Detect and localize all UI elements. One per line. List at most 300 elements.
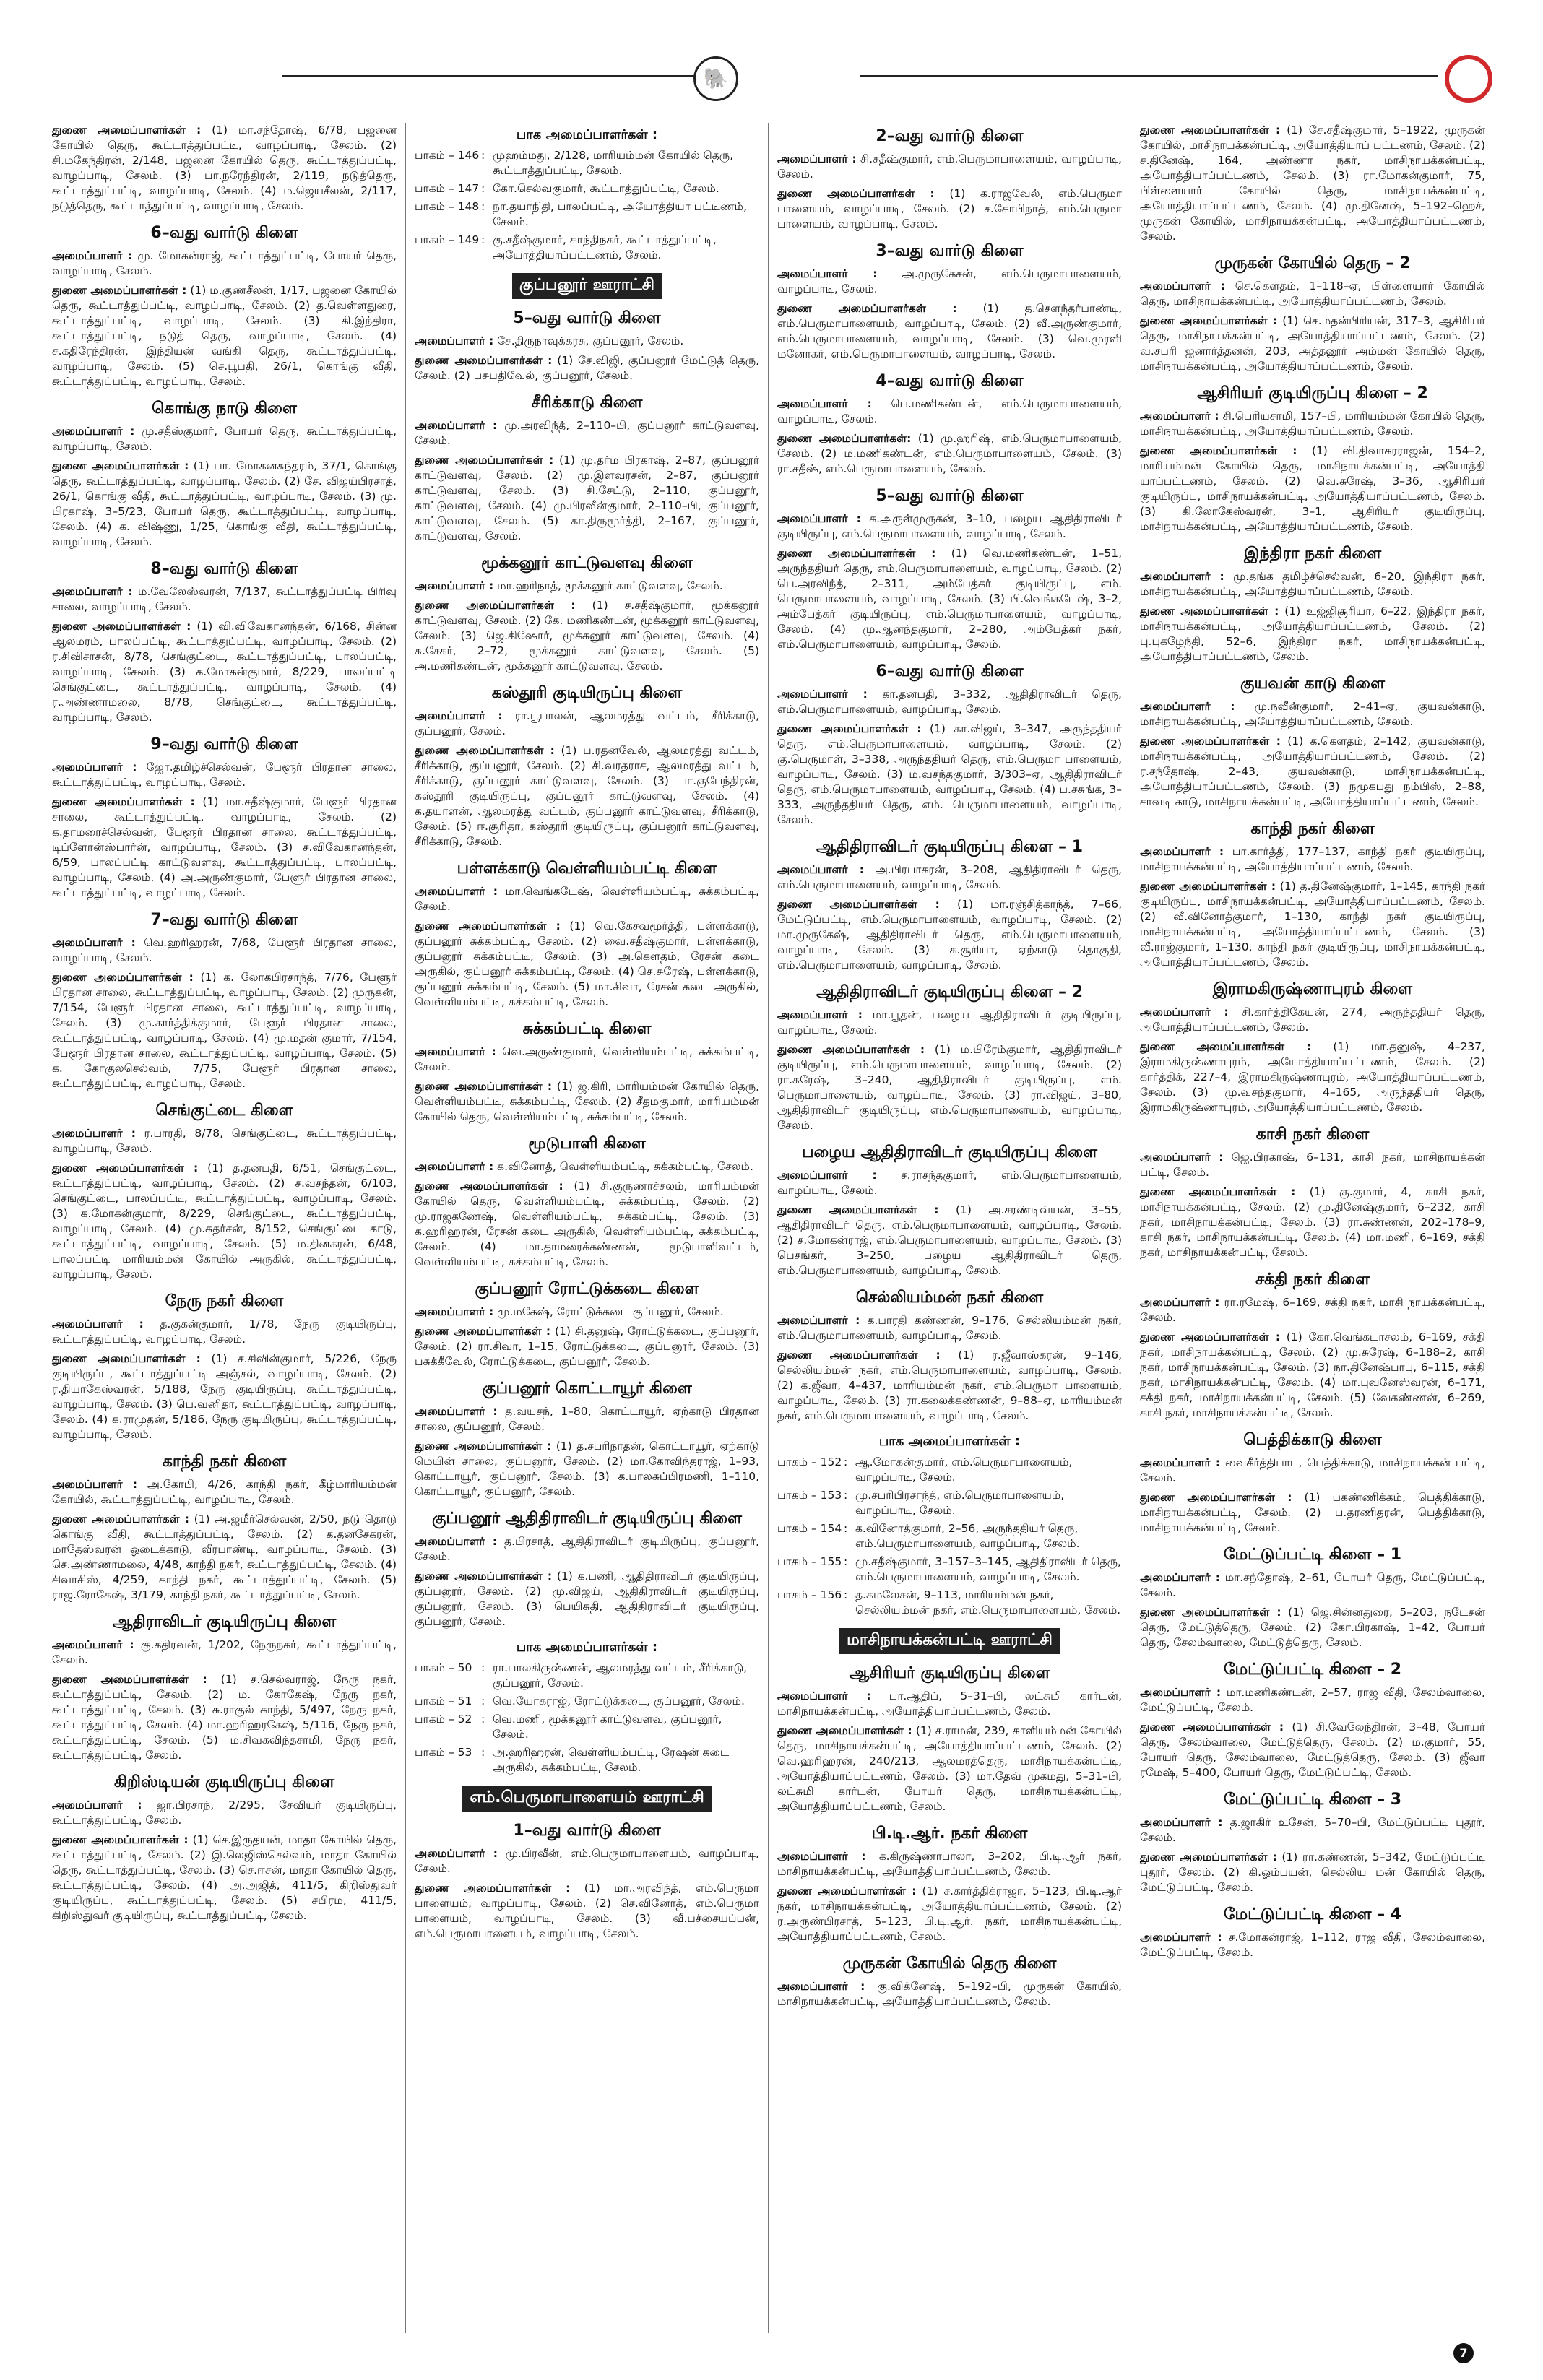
booth-organiser: க.வினோத்குமார், 2–56, அருந்ததியர் தெரு, எம்.பெருமாபாளையம், வாழப்பாடி, சேலம். — [855, 1522, 1080, 1550]
role-label: அமைப்பாளர் : — [52, 1478, 137, 1491]
branch-section — [415, 394, 759, 544]
member-entry — [777, 1884, 1122, 1944]
booth-list — [415, 148, 759, 263]
member-entry — [415, 1569, 759, 1630]
member-entry — [415, 1044, 759, 1075]
member-entry — [415, 919, 759, 1010]
branch-section — [1140, 1271, 1485, 1421]
role-label: துணை அமைப்பாளர்கள் : — [1140, 1606, 1281, 1619]
member-entry — [52, 1477, 397, 1507]
member-entry — [777, 1313, 1122, 1343]
role-label: துணை அமைப்பாளர்கள் : — [1140, 1185, 1296, 1198]
member-details: (1) ர.ஜீவாஸ்கரன், 9–146, செல்லியம்மன் நகர், எம்.பெருமாபாளையம், வாழப்பாடி, சேலம். (2) க.ஜீவா, 4–437, மாரியம்மன் நகர், எம்.பெருமா பாளையம், வாழப்பாடி, சேலம். (3) ரா.கலைக்கண்ணன், 9–88–ஏ, மாரியம்மன் நகர், எம்.பெருமாபாளையம், வாழப்பாடி, சேலம். — [777, 1349, 1122, 1422]
member-details: சி.கார்த்திகேயன், 274, அருந்ததியர் தெரு, அயோத்தியாப்பட்டணம், சேலம். — [1140, 1005, 1485, 1034]
role-label: அமைப்பாளர் : — [777, 512, 861, 525]
member-details: ஜா.பிரசாந், 2/295, சேவியர் குடியிருப்பு, கூட்டாத்துப்பட்டி, சேலம். — [52, 1799, 397, 1827]
member-entry — [777, 546, 1122, 652]
member-details: (1) வி.திவாகரராஜன், 154–2, மாரியம்மன் கோயில் தெரு, மாசிநாயக்கன்பட்டி, அயோத்தி யாப்பட்டணம், சேலம். (2) வெ.சுரேஷ், 3–36, ஆசிரியர் குடியிருப்பு, மாசிநாயக்கன்பட்டி, அயோத்தியாப்பட்டணம், சேலம். (3) கி.லோகேஸ்வரன், 3–1, ஆசிரியர் குடியிருப்பு, மாசிநாயக்கன்பட்டி, அயோத்தியாப்பட்டணம், சேலம். — [1140, 444, 1485, 533]
branch-title: குப்பனூர் கொட்டாயூர் கிளை — [482, 1380, 692, 1398]
role-label: துணை அமைப்பாளர்கள் : — [777, 722, 922, 735]
role-label: துணை அமைப்பாளர்கள் : — [415, 1080, 553, 1093]
branch-section — [52, 224, 397, 389]
column-1 — [43, 123, 406, 2333]
role-label: துணை அமைப்பாளர்கள் : — [52, 284, 187, 297]
branch-section — [1140, 1546, 1485, 1650]
branch-title: இந்திரா நகர் கிளை — [1243, 545, 1382, 563]
branch-section — [415, 860, 759, 1010]
branch-section — [415, 1280, 759, 1369]
booth-organiser: த.கமலேசன், 9–113, மாரியம்மன் நகர், செல்லியம்மன் நகர், எம்.பெருமாபாளையம், சேலம். — [855, 1588, 1121, 1617]
booth-organiser: மு.சதீஷ்குமார், 3–157–3–145, ஆதிதிராவிடர் தெரு, எம்.பெருமாபாளையம், வாழப்பாடி, சேலம். — [855, 1555, 1121, 1583]
branch-section — [52, 1613, 397, 1763]
member-entry — [415, 1881, 759, 1942]
booth-list — [415, 1661, 759, 1775]
member-entry — [1140, 1605, 1485, 1650]
role-label: அமைப்பாளர் : — [1140, 1571, 1220, 1584]
party-emblem-icon: 🐘 — [693, 56, 738, 101]
member-details: பா.ஆதிப், 5–31–பி, லட்சுமி கார்டன், மாசிநாயக்கன்பட்டி, அயோத்தியாப்பட்டணம், சேலம். — [777, 1689, 1122, 1718]
branch-section — [415, 1640, 759, 1775]
booth-row — [415, 199, 759, 230]
booth-row — [777, 1554, 1122, 1585]
branch-title: முருகன் கோயில் தெரு கிளை — [842, 1955, 1057, 1973]
member-entry — [52, 795, 397, 901]
member-entry — [777, 1723, 1122, 1814]
booth-number: பாகம் – 154 — [777, 1522, 842, 1535]
booth-number: பாகம் – 147 — [415, 182, 480, 195]
booth-separator: : — [481, 182, 485, 195]
member-details: (1) சி.தனுஷ், ரோட்டுக்கடை, குப்பனூர், சேலம். (2) ரா.சிவா, 1–15, ரோட்டுக்கடை, குப்பனூர், சேலம். (3) பசுக்கீவேல், ரோட்டுக்கடை, குப்பனூர், சேலம். — [415, 1325, 759, 1368]
branch-title: பழைய ஆதிதிராவிடர் குடியிருப்பு கிளை — [802, 1143, 1097, 1161]
member-entry — [52, 283, 397, 389]
branch-title: ஆசிரியர் குடியிருப்பு கிளை — [849, 1664, 1050, 1682]
booth-organisers-title: பாக அமைப்பாளர்கள் : — [516, 1640, 658, 1655]
member-entry — [1140, 1039, 1485, 1115]
member-details: பெ.மணிகண்டன், எம்.பெருமாபாளையம், வாழப்பாடி, சேலம். — [777, 397, 1122, 425]
member-details: மு.பிரவீன், எம்.பெருமாபாளையம், வாழப்பாடி, சேலம். — [415, 1847, 759, 1875]
member-details: மா.சந்தோஷ், 2–61, போயர் தெரு, மேட்டுப்பட்டி, சேலம். — [1140, 1571, 1486, 1599]
branch-title: செங்குட்டை கிளை — [155, 1102, 293, 1120]
member-entry — [1140, 279, 1485, 309]
booth-separator: : — [481, 1713, 485, 1726]
booth-organiser: வெ.மணி, மூக்கனூர் காட்டுவளவு, குப்பனூர், சேலம். — [493, 1713, 722, 1741]
member-entry — [415, 353, 759, 384]
branch-title: ஆதிதிராவிடர் குடியிருப்பு கிளை – 1 — [816, 838, 1084, 856]
branch-title: பெத்திக்காடு கிளை — [1243, 1431, 1382, 1449]
booth-organiser: கோ.செல்வகுமார், கூட்டாத்துப்பட்டி, சேலம். — [493, 182, 719, 195]
member-entry — [415, 1304, 759, 1320]
member-entry — [1140, 1720, 1485, 1780]
branch-section — [415, 1510, 759, 1630]
booth-separator: : — [844, 1489, 848, 1502]
column-4 — [1131, 123, 1494, 2333]
branch-title: ஆதிதிராவிடர் குடியிருப்பு கிளை – 2 — [816, 983, 1084, 1001]
member-details: அ.கோபி, 4/26, காந்தி நகர், கீழ்மாரியம்மன் கோயில், கூட்டாத்துப்பட்டி, வாழப்பாடி, சேலம். — [52, 1478, 397, 1506]
role-label: அமைப்பாளர் : — [415, 1160, 494, 1173]
booth-organiser: மு.சபரிபிரசாந்த், எம்.பெருமாபாளையம், வாழப்பாடி, சேலம். — [855, 1489, 1065, 1517]
page-number: 7 — [1453, 2343, 1474, 2363]
branch-title: காந்தி நகர் கிளை — [162, 1453, 287, 1471]
branch-title: குப்பனூர் ரோட்டுக்கடை கிளை — [475, 1280, 699, 1298]
member-details: (1) கா.விஜய், 3–347, அருந்ததியர் தெரு, எம்.பெருமாபாளையம், வாழப்பாடி, சேலம். (2) கு.பெருமாள், 3–338, அருந்ததியர் தெரு, எம்.பெருமா பாளையம், வாழப்பாடி, சேலம். (3) ம.வசந்தகுமார், 3/303–ஏ, ஆதிதிராவிடர் தெரு, எம்.பெருமாபாளையம், வாழப்பாடி, சேலம். (4) ப.சசுங்க, 3–333, அருந்ததியர் தெரு, எம். பெருமாபாளையம், வாழப்பாடி, சேலம். — [777, 722, 1122, 826]
member-entry — [52, 1126, 397, 1156]
branch-title: மேட்டுப்பட்டி கிளை – 1 — [1223, 1546, 1402, 1564]
member-details: (1) கு.குமார், 4, காசி நகர், மாசிநாயக்கன்பட்டி, சேலம். (2) மு.தினேஷ்குமார், 6–232, காசி நகர், மாசிநாயக்கன்பட்டி, சேலம். (3) ரா.சுண்ணன், 202–178–9, காசி நகர், மாசிநாயக்கன்பட்டி, சேலம். (4) மா.மணி, 6–169, சக்தி நகர், மாசிநாயக்கன்பட்டி, சேலம். — [1140, 1185, 1485, 1259]
branch-title: 6–வது வார்டு கிளை — [876, 662, 1024, 680]
role-label: துணை அமைப்பாளர்கள் : — [1140, 605, 1279, 618]
member-entry — [1140, 409, 1485, 439]
member-entry — [1140, 1570, 1485, 1601]
role-label: துணை அமைப்பாளர்கள் : — [52, 459, 189, 472]
booth-separator: : — [481, 233, 485, 246]
member-details: (1) க.பணி, ஆதிதிராவிடர் குடியிருப்பு, குப்பனூர், சேலம். (2) மு.விஜய், ஆதிதிராவிடர் குடியிருப்பு, குப்பனூர், சேலம். (3) பெயிசுதி, ஆதிதிராவிடர் குடியிருப்பு, குப்பனூர், சேலம். — [415, 1570, 759, 1628]
booth-row — [415, 1661, 759, 1691]
role-label: துணை அமைப்பாளர்கள் : — [1140, 314, 1278, 327]
branch-section — [415, 309, 759, 384]
branch-section — [777, 1289, 1122, 1424]
member-entry — [1140, 1685, 1485, 1715]
member-details: (1) த.சபரிநாதன், கொட்டாயூர், ஏற்காடு மெயின் சாலை, குப்பனூர், சேலம். (2) மா.கோவிந்தராஜ், 1–93, கொட்டாயூர், குப்பனூர், சேலம். (3) க.பாலசுப்பிரமணி, 1–110, கொட்டாயூர், குப்பனூர், சேலம். — [415, 1440, 760, 1498]
member-entry — [415, 1846, 759, 1877]
branch-section — [52, 399, 397, 550]
role-label: துணை அமைப்பாளர்கள் : — [52, 1673, 207, 1686]
member-details: (1) க. லோகபிரசாந்த், 7/76, பேளூர் பிரதான சாலை, கூட்டாத்துப்பட்டி, வாழப்பாடி, சேலம். (2) முருகன், 7/154, பேளூர் பிரதான சாலை, கூட்டாத்துப்பட்டி, வாழப்பாடி, சேலம். (3) மு.கார்த்திக்குமார், பேளூர் பிரதான சாலை, கூட்டாத்துப்பட்டி, வாழப்பாடி, சேலம். (4) மு.மதன் குமார், 7/154, பேளூர் பிரதான சாலை, கூட்டாத்துப்பட்டி, வாழப்பாடி, சேலம். (5) க. கோகுலசெல்வம், 7/75, பேளூர் பிரதான சாலை, கூட்டாத்துப்பட்டி, வாழப்பாடி, சேலம். — [52, 971, 397, 1090]
member-details: ச.ராசந்தகுமார், எம்.பெருமாபாளையம், வாழப்பாடி, சேலம். — [777, 1169, 1122, 1197]
booth-number: பாகம் – 152 — [777, 1455, 842, 1468]
branch-section — [777, 1955, 1122, 2009]
role-label: அமைப்பாளர் : — [1140, 1686, 1222, 1699]
member-details: க.வினோத், வெள்ளியம்பட்டி, சுக்கம்பட்டி, சேலம். — [497, 1160, 753, 1173]
booth-organiser: ரா.பாலகிருஷ்ணன், ஆலமரத்து வட்டம், சீரிக்காடு, குப்பனூர், சேலம். — [493, 1661, 748, 1689]
role-label: அமைப்பாளர் : — [777, 1689, 871, 1702]
branch-section — [777, 838, 1122, 973]
role-label: துணை அமைப்பாளர்கள் : — [777, 1043, 925, 1056]
panchayat-heading: எம்.பெருமாபாளையம் ஊராட்சி — [462, 1786, 711, 1812]
branch-section — [415, 554, 759, 674]
member-entry — [415, 1159, 759, 1174]
role-label: துணை அமைப்பாளர்கள் : — [52, 620, 191, 633]
role-label: துணை அமைப்பாளர்கள்: — [777, 432, 912, 445]
branch-section — [777, 372, 1122, 477]
booth-separator: : — [481, 1746, 485, 1759]
booth-row — [415, 181, 759, 196]
role-label: அமைப்பாளர் : — [1140, 1151, 1224, 1164]
role-label: துணை அமைப்பாளர்கள் : — [415, 1325, 551, 1338]
member-details: (1) ஜ.கிரி, மாரியம்மன் கோயில் தெரு, வெள்ளியம்பட்டி, சுக்கம்பட்டி, சேலம். (2) சீதமகுமார், மாரியம்மன் கோயில் தெரு, வெள்ளியம்பட்டி, சுக்கம்பட்டி, சேலம். — [415, 1080, 759, 1123]
member-details: (1) ச.கார்த்திக்ராஜா, 5–123, பி.டி.ஆர் நகர், மாசிநாயக்கன்பட்டி, அயோத்தியாப்பட்டணம், சேலம். (2) ர.அருண்பிரசாத், 5–123, பி.டி.ஆர். நகர், மாசிநாயக்கன்பட்டி, அயோத்தியாப்பட்டணம், சேலம். — [777, 1884, 1122, 1943]
branch-section — [777, 1434, 1122, 1618]
role-label: துணை அமைப்பாளர்கள் : — [52, 124, 202, 137]
member-details: (1) கோ.வெங்கடாசலம், 6–169, சக்தி நகர், மாசிநாயக்கன்பட்டி, சேலம். (2) மு.சுரேஷ், 6–188–2, காசி நகர், மாசிநாயக்கன்பட்டி, சேலம். (3) நா.தினேஷ்பாபு, 6–115, சக்தி நகர், மாசிநாயக்கன்பட்டி, சேலம். (4) மா.புவனேஸ்வரன், 6–171, சக்தி நகர், மாசிநாயக்கன்பட்டி, சேலம். (5) வேகண்ணன், 6–269, காசி நகர், மாசிநாயக்கன்பட்டி, சேலம். — [1140, 1330, 1485, 1419]
member-details: (1) அ.சரண்டிவ்யன், 3–55, ஆதிதிராவிடர் தெரு, எம்.பெருமாபாளையம், வாழப்பாடி, சேலம். (2) ச.மோகன்ராஜ், எம்.பெருமாபாளையம், வாழப்பாடி, சேலம். (3) பெசங்கர், 3–250, பழைய ஆதிதிராவிடர் தெரு, எம்.பெருமாபாளையம், வாழப்பாடி, சேலம். — [777, 1203, 1122, 1277]
booth-number: பாகம் – 148 — [415, 200, 480, 213]
booth-organisers-title: பாக அமைப்பாளர்கள் : — [878, 1434, 1021, 1449]
member-details: கு.கதிரவன், 1/202, நேருநகர், கூட்டாத்துப்பட்டி, சேலம். — [52, 1638, 397, 1666]
member-details: மு.அரவிந்த், 2–110–பி, குப்பனூர் காட்டுவளவு, சேலம். — [415, 419, 759, 447]
member-entry — [415, 418, 759, 449]
branch-title: குப்பனூர் ஆதிதிராவிடர் குடியிருப்பு கிளை — [431, 1510, 743, 1528]
booth-list — [777, 1455, 1122, 1618]
member-entry — [52, 619, 397, 725]
role-label: அமைப்பாளர் : — [415, 1847, 498, 1860]
booth-number: பாகம் – 50 — [415, 1661, 472, 1674]
member-details: (1) ரா.கண்ணன், 5–342, மேட்டுப்பட்டி புதூர், சேலம். (2) கி.ஓம்பயன், செல்லிய மன் கோயில் தெரு, மேட்டுப்பட்டி, சேலம். — [1140, 1851, 1485, 1894]
member-entry — [777, 862, 1122, 893]
branch-section — [415, 684, 759, 849]
booth-row — [415, 1745, 759, 1775]
member-details: (1) மா.சதீஷ்குமார், பேளூர் பிரதான சாலை, கூட்டாத்துப்பட்டி, வாழப்பாடி, சேலம். (2) க.தாமரைச்செல்வன், பேளூர் பிரதான சாலை, கூட்டாத்துப்பட்டி, டிப்ளோன்ஸ்பார்ன், வாழப்பாடி, சேலம். (3) ச.விவேகானந்தன், 6/59, பாலப்பட்டி காட்டுவளவு, கூட்டாத்துப்பட்டி, பாலப்பட்டி, வாழப்பாடி, சேலம். (4) அ.அருண்குமார், பேளூர் பிரதான சாலை, கூட்டாத்துப்பட்டி, வாழப்பாடி, சேலம். — [52, 795, 397, 899]
role-label: துணை அமைப்பாளர்கள் : — [415, 1882, 571, 1895]
member-entry — [1140, 1295, 1485, 1325]
member-details: மா.பூதன், பழைய ஆதிதிராவிடர் குடியிருப்பு, வாழப்பாடி, சேலம். — [777, 1008, 1123, 1037]
branch-section — [52, 123, 397, 214]
branch-title: 2–வது வார்டு கிளை — [876, 127, 1024, 145]
booth-number: பாகம் – 53 — [415, 1746, 472, 1759]
branch-section — [415, 273, 759, 299]
booth-number: பாகம் – 156 — [777, 1588, 842, 1601]
header-rule-right — [860, 75, 1438, 77]
branch-title: 3–வது வார்டு கிளை — [876, 242, 1024, 260]
role-label: அமைப்பாளர் : — [415, 1535, 498, 1548]
member-details: (1) ச.செல்வராஜ், நேரு நகர், கூட்டாத்துப்பட்டி, சேலம். (2) ம. கோகேஷ், நேரு நகர், கூட்டாத்துப்பட்டி, சேலம். (3) சு.ராகுல் காந்தி, 5/497, நேரு நகர், கூட்டாத்துப்பட்டி, சேலம். (4) மா.ஹரிஹரகேஷ், 5/116, நேரு நகர், கூட்டாத்துப்பட்டி, சேலம். (5) ம.சிவகவிந்தசாமி, நேரு நகர், கூட்டாத்துப்பட்டி, சேலம். — [52, 1673, 397, 1762]
role-label: அமைப்பாளர் : — [52, 249, 133, 262]
member-entry — [415, 1404, 759, 1435]
role-label: அமைப்பாளர் : — [52, 585, 133, 598]
branch-title: 5–வது வார்டு கிளை — [513, 309, 661, 327]
booth-row — [777, 1455, 1122, 1485]
header-rule-left — [282, 75, 701, 77]
member-entry — [52, 1317, 397, 1347]
member-entry — [52, 760, 397, 790]
member-entry — [777, 1008, 1122, 1038]
member-entry — [777, 267, 1122, 297]
member-details: மா.மணிகண்டன், 2–57, ராஜ வீதி, சேலம்வாலை, மேட்டுப்பட்டி, சேலம். — [1140, 1686, 1485, 1714]
member-entry — [415, 1439, 759, 1500]
booth-number: பாகம் – 149 — [415, 233, 480, 246]
role-label: துணை அமைப்பாளர்கள் : — [415, 919, 561, 932]
member-details: பா.கார்த்தி, 177–137, காந்தி நகர் குடியிருப்பு, மாசிநாயக்கன்பட்டி, அயோத்தியாப்பட்டணம், சேலம். — [1140, 845, 1485, 873]
booth-separator: : — [844, 1522, 848, 1535]
branch-title: சுக்கம்பட்டி கிளை — [522, 1020, 652, 1038]
branch-title: கஸ்தூரி குடியிருப்பு கிளை — [491, 684, 683, 702]
member-details: சி.பெரியசாமி, 157–பி, மாரியம்மன் கோயில் தெரு, மாசிநாயக்கன்பட்டி, அயோத்தியாப்பட்டணம், சேலம். — [1140, 410, 1485, 438]
member-details: (1) க.கௌதம், 2–142, குயவன்காடு, மாசிநாயக்கன்பட்டி, அயோத்தியாப்பட்டணம், சேலம். (2) ர.சந்தோஷ், 2–43, குயவன்காடு, மாசிநாயக்கன்பட்டி, அயோத்தியாப்பட்டணம், சேலம். (3) நமுகபது நம்பிஸ், 2–88, சாவடி காடு, மாசிநாயக்கன்பட்டி, அயோத்தியாப்பட்டணம், சேலம். — [1140, 735, 1485, 808]
branch-title: மேட்டுப்பட்டி கிளை – 2 — [1223, 1661, 1402, 1679]
branch-section — [1140, 980, 1485, 1115]
member-entry — [52, 970, 397, 1091]
member-details: (1) பகண்ணிக்கம், பெத்திக்காடு, மாசிநாயக்கன்பட்டி, சேலம். (2) ப.தரணிதரன், பெத்திக்காடு, மாசிநாயக்கன்பட்டி, சேலம். — [1140, 1491, 1485, 1534]
branch-section — [52, 1773, 397, 1924]
member-details: (1) வெ.மணிகண்டன், 1–51, அருந்ததியர் தெரு, எம்.பெருமாபாளையம், வாழப்பாடி, சேலம். (2) பெ.அரவிந்த், 2–311, அம்பேத்கர் குடியிருப்பு, எம். பெருமாபாளையம், வாழப்பாடி, சேலம். (3) பி.வெங்கடேஷ், 3–2, அம்பேத்கர் குடியிருப்பு, எம்.பெருமாபாளையம், வாழப்பாடி, சேலம். (4) மு.ஆனந்தகுமார், 2–280, அம்பேத்கர் நகர், எம்.பெருமாபாளையம், வாழப்பாடி, சேலம். — [777, 547, 1123, 651]
member-entry — [1140, 313, 1485, 374]
role-label: அமைப்பாளர் : — [777, 1169, 877, 1182]
member-details: ஜெ.பிரகாஷ், 6–131, காசி நகர், மாசிநாயக்கன் பட்டி, சேலம். — [1140, 1151, 1485, 1179]
member-details: (1) ஜெ.சின்னதுரை, 5–203, நடேசன் தெரு, மேட்டுத்தெரு, சேலம். (2) கோ.பிரகாஷ், 1–42, போயர் தெரு, சேலம்வாலை, மேட்டுத்தெரு, சேலம். — [1140, 1606, 1485, 1649]
role-label: துணை அமைப்பாளர்கள் : — [1140, 1330, 1281, 1343]
member-details: (1) த.தனபதி, 6/51, செங்குட்டை, கூட்டாத்துப்பட்டி, வாழப்பாடி, சேலம். (2) ச.வசந்தன், 6/103, செங்குட்டை, பாலப்பட்டி, கூட்டாத்துப்பட்டி, வாழப்பாடி, சேலம். (3) க.மோகன்குமார், 8/229, செங்குட்டை, கூட்டாத்துப்பட்டி, வாழப்பாடி, சேலம். (4) மு.சுதர்சன், 8/152, செங்குட்டை காடு, கூட்டாத்துப்பட்டி, வாழப்பாடி, சேலம். (5) ம.தினகரன், 6/48, பாலப்பட்டி மாரியம்மன் கோயில் அருகில், கூட்டாத்துப்பட்டி, வாழப்பாடி, சேலம். — [52, 1161, 397, 1281]
role-label: அமைப்பாளர் : — [1140, 1816, 1223, 1829]
member-entry — [415, 1079, 759, 1125]
role-label: அமைப்பாளர் : — [415, 1405, 498, 1418]
member-entry — [1140, 734, 1485, 810]
booth-separator: : — [481, 1695, 485, 1708]
member-details: (1) மு.ஹரிஷ், எம்.பெருமாபாளையம், சேலம். (2) ம.மணிகண்டன், எம்.பெருமாபாளையம், சேலம். (3) ரா.சதீஷ், எம்.பெருமாபாளையம், சேலம். — [777, 432, 1122, 475]
member-entry — [52, 1672, 397, 1763]
member-entry — [415, 1324, 759, 1369]
member-details: சி.சதீஷ்குமார், எம்.பெருமாபாளையம், வாழப்பாடி, சேலம். — [777, 152, 1122, 181]
member-entry — [52, 1798, 397, 1828]
member-entry — [415, 709, 759, 739]
role-label: அமைப்பாளர் : — [415, 579, 494, 592]
role-label: துணை அமைப்பாளர்கள் : — [777, 547, 936, 560]
member-details: த.ஜாகிர் உசேன், 5–70–பி, மேட்டுப்பட்டி புதூர், சேலம். — [1140, 1816, 1485, 1844]
member-details: (1) மா.தனுஷ், 4–237, இராமகிருஷ்ணாபுரம், அயோத்தியாப்பட்டணம், சேலம். (2) கார்த்திக், 227–4, இராமகிருஷ்ணாபுரம், அயோத்தியாப்பட்டணம், சேலம். (3) மு.வசந்தகுமார், 4–165, அருந்ததியர் தெரு, இராமகிருஷ்ணாபுரம், அயோத்தியாப்பட்டணம், சேலம். — [1140, 1040, 1485, 1114]
branch-section — [415, 1020, 759, 1125]
member-details: க.அருள்முருகன், 3–10, பழைய ஆதிதிராவிடர் குடியிருப்பு, எம்.பெருமாபாளையம், வாழப்பாடி, சேலம். — [777, 512, 1122, 540]
booth-row — [415, 233, 759, 263]
branch-section — [52, 1292, 397, 1442]
role-label: அமைப்பாளர் : — [415, 334, 494, 347]
booth-number: பாகம் – 51 — [415, 1695, 472, 1708]
branch-section — [415, 127, 759, 263]
role-label: அமைப்பாளர் : — [777, 1314, 860, 1327]
member-details: (1) வெ.கேசவமூர்த்தி, பள்ளக்காடு, குப்பனூர் சுக்கம்பட்டி, சேலம். (2) வை.சதீஷ்குமார், பள்ளக்காடு, குப்பனூர் சுக்கம்பட்டி, சேலம். (3) அ.கௌதம், ரேசன் கடை அருகில், குப்பனூர் சுக்கம்பட்டி, சேலம். (4) செ.சுரேஷ், பள்ளக்காடு, குப்பனூர் சுக்கம்பட்டி, சேலம். (5) மா.சிவா, ரேசன் கடை அருகில், வெள்ளியம்பட்டி, சுக்கம்பட்டி, சேலம். — [415, 919, 759, 1008]
member-details: (1) க.ராஜவேல், எம்.பெருமா பாளையம், வாழப்பாடி, சேலம். (2) ச.கோபிநாத், எம்.பெருமா பாளையம், வாழப்பாடி, சேலம். — [777, 187, 1123, 230]
role-label: துணை அமைப்பாளர்கள் : — [1140, 735, 1281, 748]
role-label: துணை அமைப்பாளர்கள் : — [1140, 1491, 1292, 1504]
branch-title: முருகன் கோயில் தெரு – 2 — [1214, 254, 1411, 272]
booth-row — [777, 1588, 1122, 1618]
member-details: செ.கௌதம், 1–118–ஏ, பிள்ளையார் கோயில் தெரு, மாசிநாயக்கன்பட்டி, அயோத்தியாப்பட்டணம், சேலம். — [1140, 280, 1485, 308]
member-details: (1) பா. மோகனசுந்தரம், 37/1, கொங்கு தெரு, கூட்டாத்துப்பட்டி, வாழப்பாடி, சேலம். (2) சே. விஜய்பிரசாத், 26/1, கொங்கு வீதி, கூட்டாத்துப்பட்டி, வாழப்பாடி, சேலம். (3) மு. பிரகாஷ், 3–5/23, போயர் தெரு, கூட்டாத்துப்பட்டி, வாழப்பாடி, சேலம். (4) க. விஷ்ணு, 1/25, கொங்கு வீதி, கூட்டாத்துப்பட்டி, வாழப்பாடி, சேலம். — [52, 459, 397, 548]
role-label: அமைப்பாளர் : — [1140, 410, 1219, 423]
role-label: அமைப்பாளர் : — [415, 709, 503, 722]
branch-title: குயவன் காடு கிளை — [1240, 675, 1385, 693]
branch-title: ஆசிரியர் குடியிருப்பு கிளை – 2 — [1197, 384, 1428, 402]
member-details: கு.விக்னேஷ், 5–192–பி, முருகன் கோயில், மாசிநாயக்கன்பட்டி, அயோத்தியாப்பட்டணம், சேலம். — [777, 1980, 1122, 2008]
booth-organiser: அ.ஹரிஹரன், வெள்ளியம்பட்டி, ரேஷன் கடை அருகில், சுக்கம்பட்டி, சேலம். — [493, 1746, 730, 1774]
member-entry — [777, 1348, 1122, 1424]
role-label: துணை அமைப்பாளர்கள் : — [777, 898, 940, 911]
member-entry — [777, 1042, 1122, 1133]
member-entry — [777, 1849, 1122, 1879]
role-label: அமைப்பாளர் : — [1140, 1931, 1222, 1944]
member-details: மா.ஹரிநாத், மூக்கனூர் காட்டுவளவு, சேலம். — [497, 579, 723, 592]
member-details: வெ.அருண்குமார், வெள்ளியம்பட்டி, சுக்கம்பட்டி, சேலம். — [415, 1045, 759, 1073]
member-entry — [52, 1637, 397, 1668]
member-details: சே.திருநாவுக்கரசு, குப்பனூர், சேலம். — [497, 334, 684, 347]
member-details: அ.பிரபாகரன், 3–208, ஆதிதிராவிடர் தெரு, எம்.பெருமாபாளையம், வாழப்பாடி, சேலம். — [777, 863, 1123, 891]
branch-section — [1140, 1791, 1485, 1895]
role-label: துணை அமைப்பாளர்கள் : — [52, 971, 194, 984]
branch-title: மேட்டுப்பட்டி கிளை – 4 — [1223, 1905, 1402, 1924]
member-entry — [777, 687, 1122, 717]
member-details: ர.பாரதி, 8/78, செங்குட்டை, கூட்டாத்துப்பட்டி, வாழப்பாடி, சேலம். — [52, 1127, 397, 1155]
member-entry — [52, 248, 397, 279]
member-details: (1) சி.குருணாச்சலம், மாரியம்மன் கோயில் தெரு, வெள்ளியம்பட்டி, சுக்கம்பட்டி, சேலம். (2) மு.ராஜகணேஷ், வெள்ளியம்பட்டி, சுக்கம்பட்டி, சேலம். (3) க.ஹரிஹரன், ரேசன் கடை அருகில், வெள்ளியம்பட்டி, சுக்கம்பட்டி, சேலம். (4) மா.தாமரைக்கண்ணன், மூடுபாளிவட்டம், வெள்ளியம்பட்டி, சுக்கம்பட்டி, சேலம். — [415, 1180, 759, 1268]
member-details: (1) வி.விவேகானந்தன், 6/168, சின்ன ஆலமரம், பாலப்பட்டி, கூட்டாத்துப்பட்டி, வாழப்பாடி, சேலம். (2) ர.சிவிசாசன், 8/78, செங்குட்டை, கூட்டாத்துப்பட்டி, பாலப்பட்டி, வாழப்பாடி, சேலம். (3) க.மோகன்குமார், 8/229, பாலப்பட்டி செங்குட்டை, கூட்டாத்துப்பட்டி, வாழப்பாடி, சேலம். (4) ர.அண்ணாமலை, 8/78, செங்குட்டை, கூட்டாத்துப்பட்டி, வாழப்பாடி, சேலம். — [52, 620, 397, 724]
branch-title: ஆதிராவிடர் குடியிருப்பு கிளை — [112, 1613, 337, 1631]
booth-organiser: முஹம்மது, 2/128, மாரியம்மன் கோயில் தெரு, கூட்டாத்துப்பட்டி, சேலம். — [493, 149, 734, 177]
member-entry — [777, 1979, 1122, 2009]
page-header — [0, 0, 1543, 101]
branch-title: 9–வது வார்டு கிளை — [150, 735, 298, 753]
branch-title: மூடுபாளி கிளை — [528, 1135, 646, 1153]
member-entry — [1140, 569, 1485, 600]
role-label: துணை அமைப்பாளர்கள் : — [52, 1513, 189, 1526]
member-details: (1) ப.ரதனவேல், ஆலமரத்து வட்டம், சீரிக்காடு, குப்பனூர், சேலம். (2) சி.வரதராச, ஆலமரத்து வட்டம், சீரிக்காடு, குப்பனூர் காட்டுவளவு, சேலம். (3) பா.குபேந்திரன், கஸ்தூரி குடியிருப்பு, குப்பனூர் காட்டுவளவு, சேலம். (4) க.தயாளன், ஆலமரத்து வட்டம், குப்பனூர் காட்டுவளவு, சீரிக்காடு, சேலம். (5) ஈ.சூரிதா, கஸ்தூரி குடியிருப்பு, குப்பனூர் காட்டுவளவு, சீரிக்காடு, சேலம். — [415, 744, 759, 848]
role-label: துணை அமைப்பாளர்கள் : — [1140, 1040, 1312, 1053]
member-details: (1) செ.மதன்பிரியன், 317–3, ஆசிரியர் தெரு, மாசிநாயக்கன்பட்டி, அயோத்தியாப்பட்டணம், சேலம். (2) வ.சபரி ஜனார்த்தனன், 203, அத்தனூர் அம்மன் கோயில் தெரு, மாசிநாயக்கன்பட்டி, அயோத்தியாப்பட்டணம், சேலம். — [1140, 314, 1485, 373]
branch-title: மேட்டுப்பட்டி கிளை – 3 — [1223, 1791, 1402, 1809]
branch-section — [415, 1822, 759, 1942]
role-label: அமைப்பாளர் : — [415, 885, 498, 898]
booth-organiser: கு.சதீஷ்குமார், காந்திநகர், கூட்டாத்துப்பட்டி, அயோத்தியாப்பட்டணம், சேலம். — [493, 233, 717, 261]
branch-section — [1140, 820, 1485, 970]
member-entry — [52, 1512, 397, 1603]
branch-section — [415, 1786, 759, 1812]
member-entry — [777, 511, 1122, 542]
member-entry — [415, 1179, 759, 1270]
branch-section — [52, 1453, 397, 1603]
role-label: துணை அமைப்பாளர்கள் : — [415, 1570, 553, 1583]
member-details: ம.வேலேஸ்வரன், 7/137, கூட்டாத்துப்பட்டி பிரிவு சாலை, வாழப்பாடி, சேலம். — [52, 585, 397, 613]
member-entry — [1140, 699, 1485, 730]
role-label: துணை அமைப்பாளர்கள் : — [1140, 880, 1276, 893]
booth-row — [777, 1488, 1122, 1518]
member-entry — [1140, 1150, 1485, 1180]
member-entry — [777, 722, 1122, 828]
booth-organiser: நா.தயாநிதி, பாலப்பட்டி, அயோத்தியா பட்டிணம், சேலம். — [493, 200, 747, 228]
member-details: (1) மு.தர்ம பிரகாஷ், 2–87, குப்பனூர் காட்டுவளவு, சேலம். (2) மு.இளவரசன், 2–87, குப்பனூர் காட்டுவளவு, சேலம். (3) சி.சேட்டு, 2–110, குப்பனூர், காட்டுவளவு, சேலம். (4) மு.பிரவீன்குமார், 2–110–பி, குப்பனூர், காட்டுவளவு, சேலம். (5) கா.திருமூர்த்தி, 2–167, குப்பனூர், காட்டுவளவு, சேலம். — [415, 454, 759, 542]
panchayat-heading: மாசிநாயக்கன்பட்டி ஊராட்சி — [839, 1628, 1060, 1654]
booth-separator: : — [481, 200, 485, 213]
role-label: அமைப்பாளர் : — [777, 863, 864, 876]
member-details: ஜோ.தமிழ்ச்செல்வன், பேளூர் பிரதான சாலை, கூட்டாத்துப்பட்டி, வாழப்பாடி, சேலம். — [52, 761, 397, 789]
branch-section — [777, 662, 1122, 828]
role-label: துணை அமைப்பாளர்கள் : — [415, 744, 555, 757]
role-label: துணை அமைப்பாளர்கள் : — [415, 354, 553, 367]
member-entry — [415, 334, 759, 349]
role-label: அமைப்பாளர் : — [52, 936, 136, 949]
branch-title: 7–வது வார்டு கிளை — [150, 911, 298, 929]
booth-number: பாகம் – 52 — [415, 1713, 472, 1726]
member-entry — [777, 1168, 1122, 1198]
booth-separator: : — [844, 1455, 848, 1468]
role-label: அமைப்பாளர் : — [777, 397, 872, 410]
member-details: (1) அ.ஜமீர்செல்வன், 2/50, நடு தொடு கொங்கு வீதி, கூட்டாத்துப்பட்டி, சேலம். (2) க.தனசேகரன், மாதேஸ்வரன் ஓடைக்காடு, வீரபாண்டி, வாழப்பாடி, சேலம். (3) செ.அண்ணாமலை, 4/48, காந்தி நகர், கூட்டாத்துப்பட்டி, சேலம். (4) சிவாசிஸ், 4/259, காந்தி நகர், கூட்டாத்துப்பட்டி, சேலம். (5) ராஜ.ரோகேஷ், 3/179, காந்தி நகர், கூட்டாத்துப்பட்டி, சேலம். — [52, 1513, 397, 1601]
branch-section — [777, 242, 1122, 362]
branch-title: சீரிக்காடு கிளை — [531, 394, 643, 412]
branch-title: மூக்கனூர் காட்டுவளவு கிளை — [480, 554, 693, 572]
member-entry — [52, 1351, 397, 1442]
booth-organisers-title: பாக அமைப்பாளர்கள் : — [516, 127, 658, 142]
branch-section — [1140, 1125, 1485, 1260]
role-label: அமைப்பாளர் : — [415, 419, 498, 432]
role-label: துணை அமைப்பாளர்கள் : — [415, 599, 576, 612]
role-label: துணை அமைப்பாளர்கள் : — [777, 1724, 912, 1737]
member-entry — [1140, 1850, 1485, 1895]
member-entry — [1140, 844, 1485, 875]
role-label: துணை அமைப்பாளர்கள் : — [1140, 1721, 1284, 1734]
member-details: த.குகன்குமார், 1/78, நேரு குடியிருப்பு, கூட்டாத்துப்பட்டி, வாழப்பாடி, சேலம். — [52, 1317, 397, 1346]
branch-section — [1140, 254, 1485, 374]
member-details: (1) த.சௌந்தர்பாண்டி, எம்.பெருமாபாளையம், வாழப்பாடி, சேலம். (2) வீ.அருண்குமார், எம்.பெருமாபாளையம், வாழப்பாடி, சேலம். (3) வெ.முரளி மனோகர், எம்.பெருமாபாளையம், வாழப்பாடி, சேலம். — [777, 302, 1123, 360]
member-entry — [1140, 1330, 1485, 1421]
role-label: துணை அமைப்பாளர்கள் : — [52, 1833, 189, 1846]
member-entry — [52, 584, 397, 615]
role-label: அமைப்பாளர் : — [52, 425, 135, 438]
